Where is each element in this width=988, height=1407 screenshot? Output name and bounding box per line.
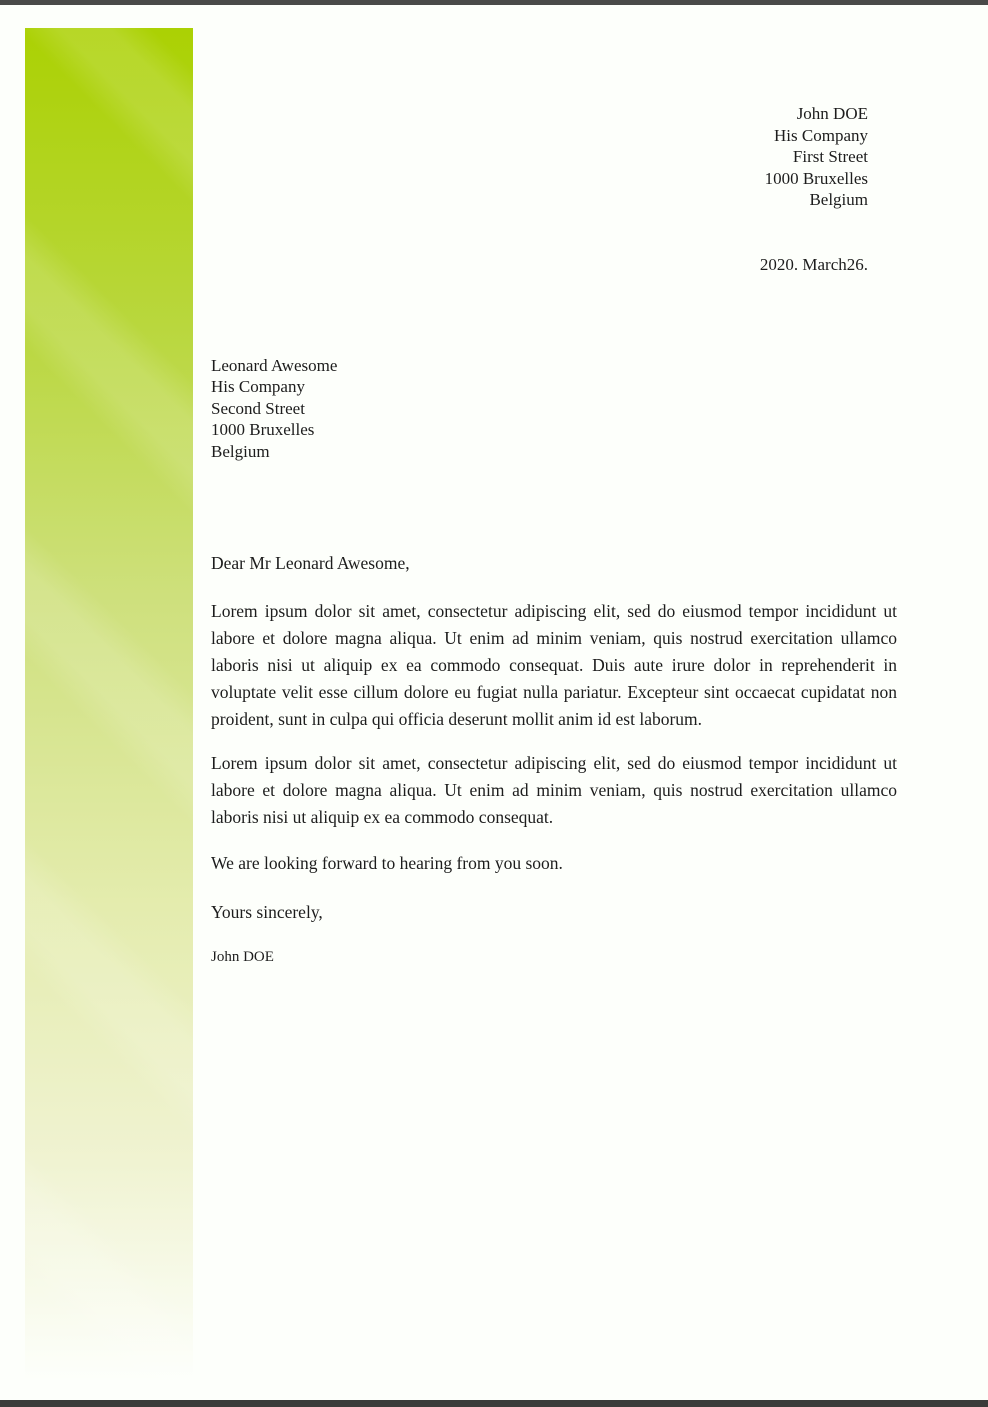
- sender-street: First Street: [792, 147, 868, 166]
- sender-city: 1000 Bruxelles: [764, 168, 868, 188]
- sender-name: John DOE: [796, 104, 868, 123]
- salutation: Dear Mr Leonard Awesome,: [211, 553, 410, 573]
- recipient-street: Second Street: [211, 398, 305, 418]
- sender-company: His Company: [774, 125, 868, 145]
- letter-date: 2020. March26.: [759, 255, 868, 274]
- recipient-address-block: [211, 355, 337, 462]
- letter-body: [211, 550, 897, 967]
- top-rule: [0, 0, 988, 5]
- valediction: Yours sincerely,: [211, 902, 323, 922]
- body-paragraph-2: Lorem ipsum dolor sit amet, consectetur adipiscing elit, sed do eiusmod tempor incididunt ut labore et dolore magna aliqua. Ut enim ad minim veniam, quis nostrud exercitation ullamco laboris nisi ut aliquip ex ea commodo consequat.: [211, 753, 897, 827]
- closing-line: We are looking forward to hearing from you soon.: [211, 853, 563, 873]
- signature-name: John DOE: [211, 949, 274, 965]
- recipient-city: 1000 Bruxelles: [211, 420, 315, 440]
- recipient-country: Belgium: [211, 441, 270, 461]
- sender-address-block: [765, 103, 868, 211]
- bottom-rule: [0, 1400, 988, 1407]
- green-gradient-accent-bar: [25, 28, 193, 1380]
- body-paragraph-1: Lorem ipsum dolor sit amet, consectetur adipiscing elit, sed do eiusmod tempor incididunt ut labore et dolore magna aliqua. Ut enim ad minim veniam, quis nostrud exercitation ullamco laboris nisi ut aliquip ex ea commodo consequat. Duis aute irure dolor in reprehenderit in voluptate velit esse cillum dolore eu fugiat nulla pariatur. Excepteur sint occaecat cupidatat non proident, sunt in culpa qui officia deserunt mollit anim id est laborum.: [211, 601, 897, 729]
- recipient-name: Leonard Awesome: [211, 356, 338, 375]
- recipient-company: His Company: [211, 377, 305, 397]
- sender-country: Belgium: [809, 190, 868, 209]
